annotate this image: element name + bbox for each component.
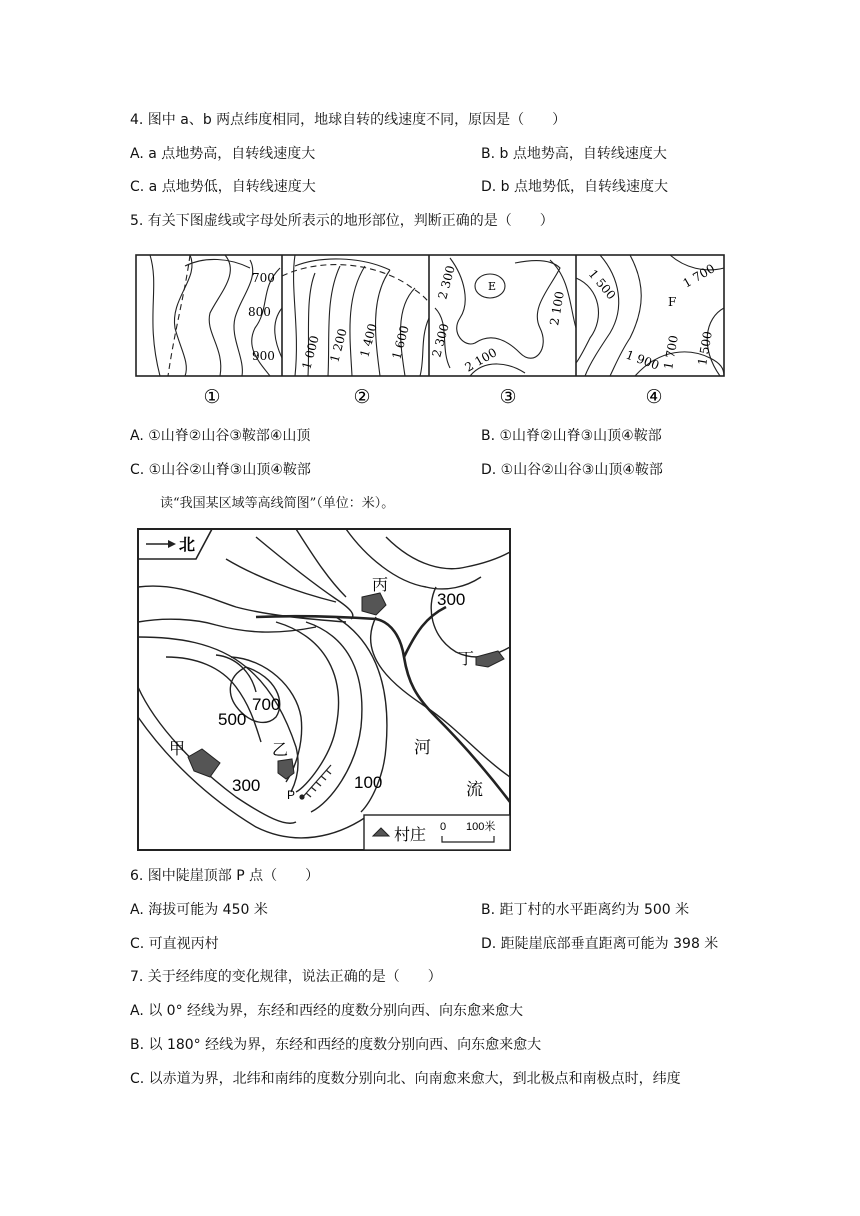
p2-label-1600: 1 600	[389, 323, 412, 361]
q4-option-d: D. b 点地势低，自转线速度大	[481, 179, 669, 195]
q6-option-d: D. 距陡崖底部垂直距离可能为 398 米	[481, 936, 719, 952]
q6-option-b: B. 距丁村的水平距离约为 500 米	[481, 902, 690, 918]
p2-label-1000: 1 000	[299, 333, 322, 371]
q5-option-a: A. ①山脊②山谷③鞍部④山顶	[130, 428, 311, 444]
point-p-label: P	[287, 788, 296, 802]
river-label-liu: 流	[466, 780, 483, 799]
q4-option-c: C. a 点地势低，自转线速度大	[130, 179, 316, 195]
contour-label-700: 700	[252, 695, 281, 714]
panel-label-2: ②	[353, 386, 371, 408]
village-yi-label: 乙	[272, 742, 289, 759]
p1-label-900: 900	[252, 349, 275, 363]
q4-option-a: A. a 点地势高，自转线速度大	[130, 146, 316, 162]
village-bing-label: 丙	[372, 577, 389, 594]
q5-option-d: D. ①山谷②山谷③山顶④鞍部	[481, 462, 663, 478]
point-p-marker	[299, 794, 304, 799]
q6-stem: 6. 图中陡崖顶部 P 点（ ）	[130, 868, 320, 884]
p4-label-1500-b: 1 500	[695, 330, 715, 367]
q5-stem: 5. 有关下图虚线或字母处所表示的地形部位，判断正确的是（ ）	[130, 213, 554, 229]
q7-option-b: B. 以 180° 经线为界，东经和西经的度数分别向西、向东愈来愈大	[130, 1037, 542, 1053]
q6-option-a: A. 海拔可能为 450 米	[130, 902, 268, 918]
contour-label-100: 100	[354, 773, 383, 792]
scale-zero: 0	[440, 821, 447, 833]
q5-option-c: C. ①山谷②山脊③山顶④鞍部	[130, 462, 311, 478]
p3-label-2300-a: 2 300	[435, 263, 458, 301]
north-label: 北	[179, 537, 196, 554]
contour-panels-figure	[130, 248, 730, 413]
q5-option-b: B. ①山脊②山脊③山顶④鞍部	[481, 428, 662, 444]
p4-label-1900: 1 900	[623, 347, 662, 373]
q4-stem: 4. 图中 a、b 两点纬度相同，地球自转的线速度不同，原因是（ ）	[130, 112, 567, 128]
legend-village-label: 村庄	[394, 827, 427, 844]
p2-label-1200: 1 200	[327, 326, 350, 364]
p1-label-700: 700	[252, 271, 275, 285]
p3-label-2300-b: 2 300	[429, 321, 452, 359]
q7-option-a: A. 以 0° 经线为界，东经和西经的度数分别向西、向东愈来愈大	[130, 1003, 524, 1019]
q7-stem: 7. 关于经纬度的变化规律，说法正确的是（ ）	[130, 969, 442, 985]
contour-label-300-east: 300	[437, 590, 466, 609]
contour-map-figure	[136, 527, 512, 852]
p4-label-1500-a: 1 500	[585, 266, 619, 303]
p3-label-2100-b: 2 100	[547, 290, 567, 327]
p4-letter-f: F	[668, 295, 677, 309]
p4-label-1700-a: 1 700	[680, 261, 718, 291]
village-ding-label: 丁	[458, 651, 475, 668]
q7-option-c: C. 以赤道为界，北纬和南纬的度数分别向北、向南愈来愈大，到北极点和南极点时，纬度	[130, 1071, 681, 1087]
panel-label-1: ①	[203, 386, 221, 408]
q6-option-c: C. 可直视丙村	[130, 936, 219, 952]
map-intro: 读“我国某区域等高线简图”（单位：米）。	[160, 496, 395, 511]
p2-label-1400: 1 400	[357, 321, 380, 359]
q4-option-b: B. b 点地势高，自转线速度大	[481, 146, 667, 162]
contour-label-300-west: 300	[232, 776, 261, 795]
scale-end: 100米	[466, 821, 496, 833]
river-label-he: 河	[414, 738, 431, 757]
p1-label-800: 800	[248, 305, 271, 319]
contour-label-500: 500	[218, 710, 247, 729]
village-jia-label: 甲	[169, 741, 186, 758]
panel-label-4: ④	[645, 386, 663, 408]
p3-letter-e: E	[487, 280, 497, 293]
p4-label-1700-b: 1 700	[661, 334, 681, 371]
panel-label-3: ③	[499, 386, 517, 408]
p3-label-2100-a: 2 100	[462, 345, 500, 375]
